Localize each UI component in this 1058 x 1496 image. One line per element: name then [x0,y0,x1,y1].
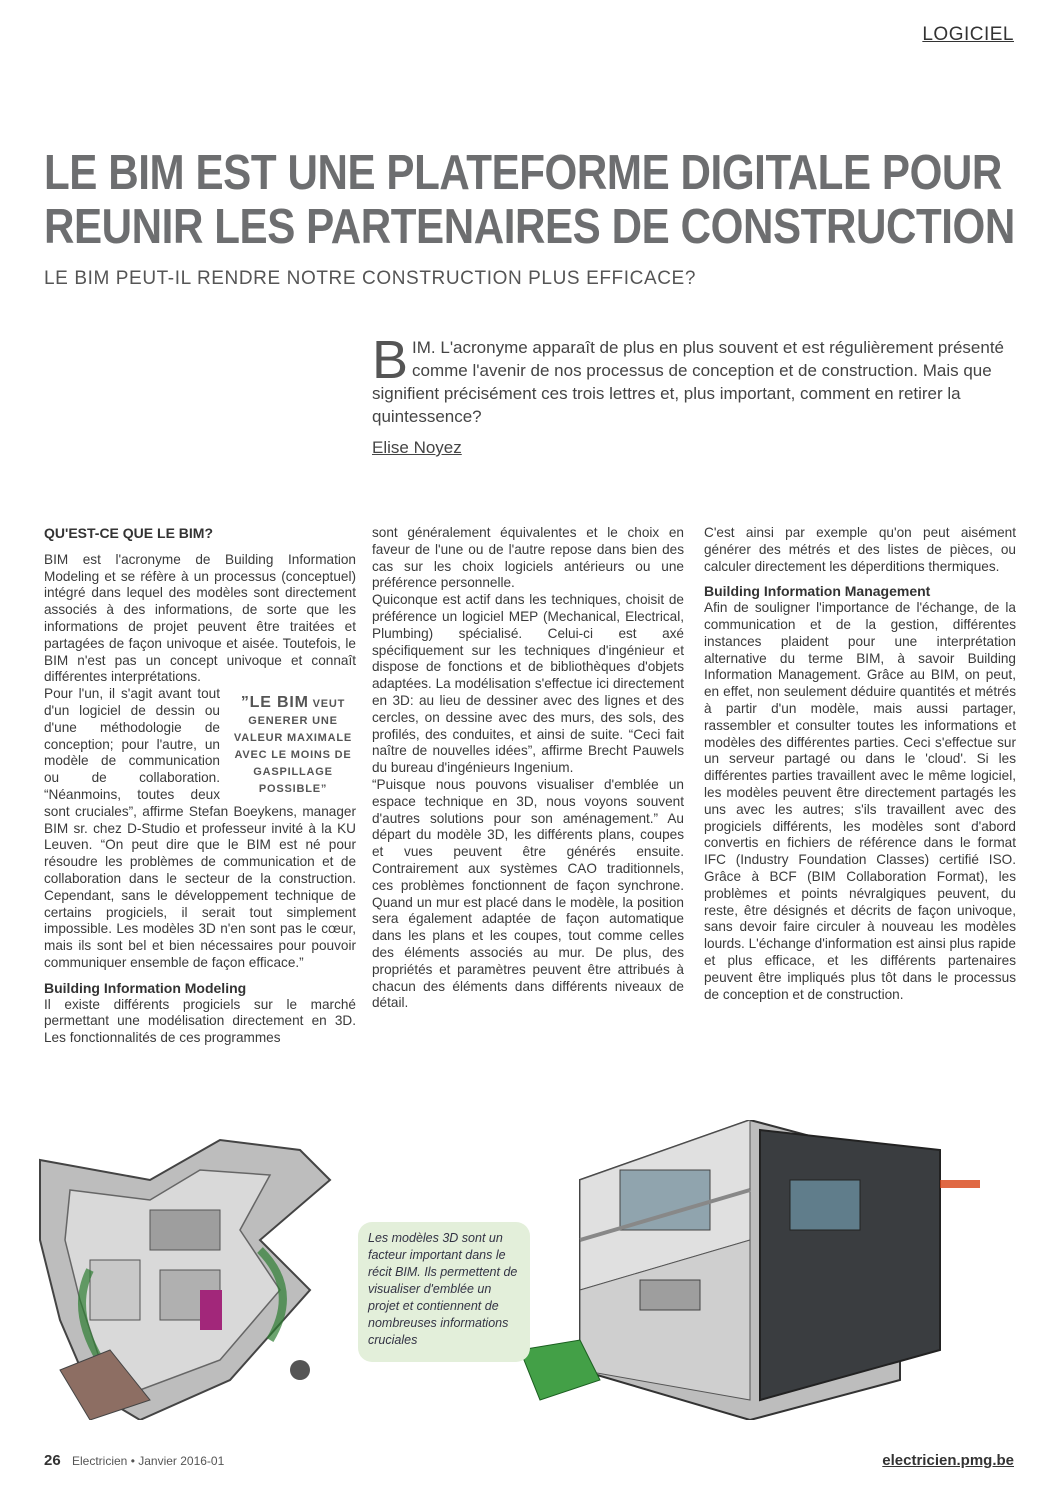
paragraph: BIM est l'acronyme de Building Information Modeling et se réfère à un processus (conceptuel) intégré dans lequel des modèles sont directement associés à des informations, de sorte que les informations de projet peuvent être traitées et partagées de façon univoque et aisée. Toutefois, le BIM n'est pas un concept univoque et connaît différentes interprétations. [44,551,356,685]
subheadline: LE BIM PEUT-IL RENDRE NOTRE CONSTRUCTION PLUS EFFICACE? [44,268,696,289]
headline [44,146,1015,254]
intro-text: IM. L'acronyme apparaît de plus en plus souvent et est régulièrement présenté comme l'avenir de nos processus de conception et de construction. Mais que signifient précisément ces trois lettres et, plus important, comment en retirer la quintessence? [372,338,1005,426]
article-column-2 [372,525,684,1012]
author-byline[interactable]: Elise Noyez [372,438,462,457]
figure-caption: Les modèles 3D sont un facteur important dans le récit BIM. Ils permettent de visualiser d'emblée un projet et contiennent de nombreuses informations cruciales [358,1222,530,1362]
pull-quote-text: VEUT GENERER UNE VALEUR MAXIMALE AVEC LE MOINS DE GASPILLAGE POSSIBLE” [233,698,353,796]
paragraph: Il existe différents progiciels sur le marché permettant une modélisation directement en 3D. Les fonctionnalités de ces programmes [44,996,356,1046]
paragraph: C'est ainsi par exemple qu'on peut aisément générer des métrés et des listes de pièces, ou calculer directement les déperditions thermiques. [704,525,1016,574]
section-heading-what-is-bim: QU'EST-CE QUE LE BIM? [44,525,214,541]
article-column-1 [44,525,356,1047]
pull-quote [230,694,356,798]
paragraph: sont généralement équivalentes et le choix en faveur de l'une ou de l'autre repose dans bien des cas sur les choix logiciels antérieurs ou une préférence personnelle. [372,525,684,591]
drop-cap: B [372,330,409,390]
paragraph: Afin de souligner l'importance de l'échange, de la communication et de la gestion, différentes instances plaident pour une interprétation alternative du terme BIM, à savoir Building Information Management. Grâce au BIM, on peut, en effet, non seulement déduire quantités et métrés à partir d'un modèle, mais aussi partager, rassembler et consulter toutes les informations et modèles des différentes parties. Ceci s'effectue sur un serveur partagé ou dans le 'cloud'. Si les différentes parties travaillent avec le même logiciel, les modèles peuvent être directement partagés les uns avec les autres; s'ils travaillent avec des progiciels différents, les modèles sont d'abord convertis en fichiers de référence dans le format IFC (Industry Foundation Classes) certifié ISO. Grâce à BCF (BIM Collaboration Format), les problèmes et points névralgiques peuvent, du reste, être désignés et décrits de façon univoque, sans devoir faire circuler à nouveau les modèles lourds. L'échange d'information est ainsi plus rapide et plus efficace, et les différents partenaires peuvent être impliqués plus tôt dans le processus de conception et de construction. [704,600,1016,1002]
page-footer [44,1452,1014,1476]
website-link[interactable]: electricien.pmg.be [882,1452,1014,1469]
publication-info: Electricien • Janvier 2016-01 [72,1454,225,1468]
pull-quote-open: ”LE BIM [240,694,309,712]
section-heading-modeling: Building Information Modeling [44,979,247,996]
section-heading-management: Building Information Management [704,583,931,600]
paragraph: “Puisque nous pouvons visualiser d'emblée un espace technique en 3D, nous voyons souvent d'autres solutions pour son aménagement.” Au départ du modèle 3D, les différents plans, coupes et vues peuvent être générés ensuite. Contrairement aux systèmes CAO traditionnels, ces problèmes fonctionnent de façon synchrone. Quand un mur est placé dans le modèle, la position sera également adaptée de façon automatique dans les plans et les coupes, tout comme celles des éléments associés au mur. De plus, des propriétés et paramètres peuvent être attribués à chacun des éléments dans différents niveaux de détail. [372,776,684,1011]
headline-line-2: REUNIR LES PARTENAIRES DE CONSTRUCTION [44,200,1015,254]
intro-paragraph [372,330,1014,428]
headline-line-1: LE BIM EST UNE PLATEFORME DIGITALE POUR [44,146,1002,200]
section-tag: LOGICIEL [922,24,1014,45]
page-number: 26 [44,1452,61,1469]
paragraph: Pour l'un, il s'agit avant tout d'un logiciel de dessin ou d'une méthodologie de conception; pour l'autre, un modèle de communication ou de collaboration. “Néanmoins, toutes deux sont cruciales”, affirme Stefan Boeykens, manager BIM sr. chez D-Studio et professeur invité à la KU Leuven. “On peut dire que le BIM est né pour résoudre les problèmes de communication et de collaboration dans le secteur de la construction. Cependant, sans le développement technique de certains progiciels, il serait tout simplement impossible. Les modèles 3D n'en sont pas le cœur, mais ils sont bel et bien nécessaires pour pouvoir communiquer ensemble de façon efficace.” [44,686,356,970]
paragraph: Quiconque est actif dans les techniques, choisit de préférence un logiciel MEP (Mechanical, Electrical, Plumbing) spécialisé. Celui-ci est axé spécifiquement sur les techniques d'ingénieur et dispose de fonctions et de bibliothèques d'objets adaptées. La modélisation s'effectue ici directement en 3D: au lieu de dessiner avec des lignes et des cercles, on dessine avec des murs, des sols, des profilés, des conduites, et ainsi de suite. “Ceci fait naître de nouvelles idées”, affirme Brecht Pauwels du bureau d'ingénieurs Ingenium. [372,592,684,776]
article-column-3 [704,525,1016,1003]
house-section-3d-illustration [520,1120,1040,1420]
